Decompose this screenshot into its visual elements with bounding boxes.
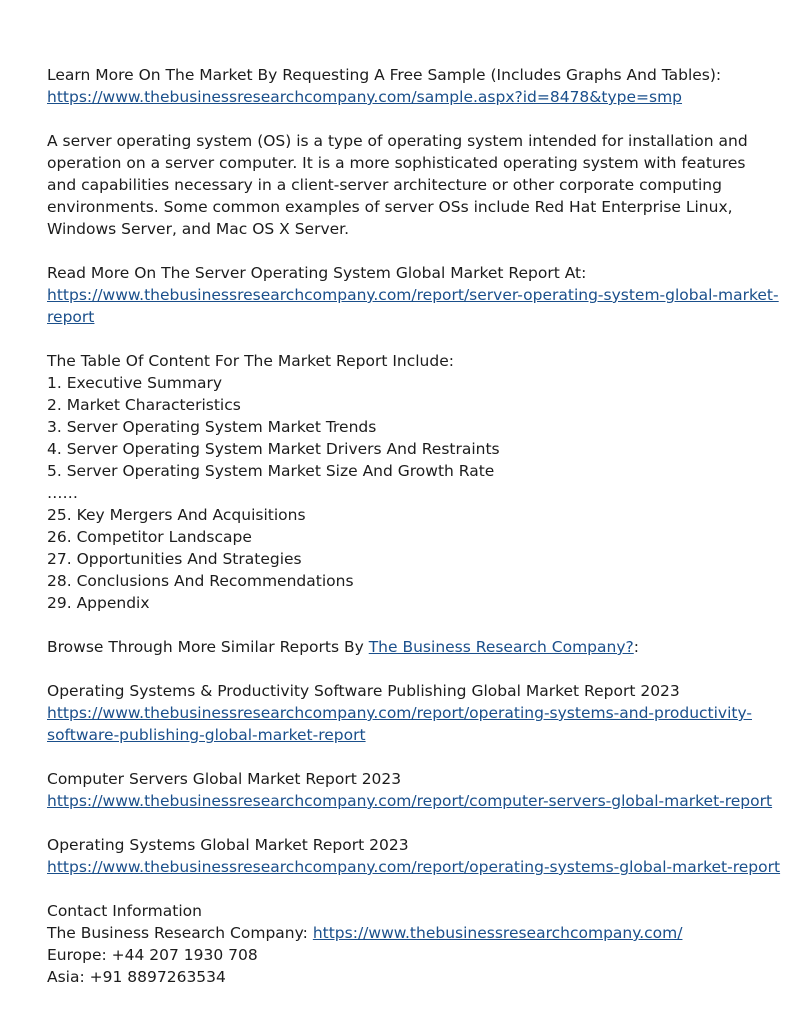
document-page <box>47 64 781 1010</box>
sample-intro: Learn More On The Market By Requesting A Free Sample (Includes Graphs And Tables): <box>47 66 722 84</box>
similar-report-link[interactable] <box>47 702 767 746</box>
browse-suffix: : <box>633 638 639 656</box>
toc-item: 29. Appendix <box>47 594 150 612</box>
similar-report-3 <box>47 834 781 878</box>
toc-item: 3. Server Operating System Market Trends <box>47 418 377 436</box>
contact-company-label: The Business Research Company: <box>47 924 313 942</box>
toc-item: 2. Market Characteristics <box>47 396 241 414</box>
sample-link[interactable]: https://www.thebusinessresearchcompany.com/sample.aspx?id=8478&type=smp <box>47 88 683 106</box>
similar-report-link[interactable]: https://www.thebusinessresearchcompany.com/report/computer-servers-global-market-report <box>47 792 773 810</box>
toc-item: 4. Server Operating System Market Drivers And Restraints <box>47 440 500 458</box>
toc-item: 28. Conclusions And Recommendations <box>47 572 354 590</box>
company-link[interactable]: The Business Research Company? <box>368 638 634 656</box>
toc-item: 27. Opportunities And Strategies <box>47 550 302 568</box>
description-paragraph: A server operating system (OS) is a type of operating system intended for installation and operation on a server computer. It is a more sophisticated operating system with features and capabilities necessary in a client-server architecture or other corporate computing environments. Some common examples of server OSs include Red Hat Enterprise Linux, Windows Server, and Mac OS X Server. <box>47 132 748 238</box>
toc-ellipsis: …… <box>47 484 78 502</box>
similar-report-2 <box>47 768 773 812</box>
contact-heading: Contact Information <box>47 902 202 920</box>
similar-report-link[interactable]: https://www.thebusinessresearchcompany.com/report/operating-systems-global-market-report <box>47 858 781 876</box>
report-link-line-1: https://www.thebusinessresearchcompany.com/report/server-operating-system-global-market- <box>47 286 779 304</box>
similar-report-title: Operating Systems & Productivity Software Publishing Global Market Report 2023 <box>47 682 680 700</box>
similar-report-link-line-2: software-publishing-global-market-report <box>47 726 366 744</box>
report-link[interactable] <box>47 284 779 328</box>
contact-company <box>47 922 767 944</box>
toc-item: 5. Server Operating System Market Size And Growth Rate <box>47 462 495 480</box>
contact-europe: Europe: +44 207 1930 708 <box>47 946 258 964</box>
similar-report-title: Computer Servers Global Market Report 2023 <box>47 770 402 788</box>
toc-item: 26. Competitor Landscape <box>47 528 252 546</box>
contact-section <box>47 900 767 988</box>
toc-list <box>47 372 767 614</box>
browse-prefix: Browse Through More Similar Reports By <box>47 638 369 656</box>
report-intro: Read More On The Server Operating System Global Market Report At: <box>47 264 587 282</box>
similar-report-1 <box>47 680 767 746</box>
similar-report-title: Operating Systems Global Market Report 2023 <box>47 836 409 854</box>
toc-section <box>47 350 767 614</box>
toc-item: 1. Executive Summary <box>47 374 223 392</box>
toc-item: 25. Key Mergers And Acquisitions <box>47 506 306 524</box>
browse-line <box>47 636 767 658</box>
contact-company-link[interactable]: https://www.thebusinessresearchcompany.com/ <box>312 924 683 942</box>
report-link-line-2: report <box>47 308 95 326</box>
report-section <box>47 262 779 328</box>
toc-heading: The Table Of Content For The Market Report Include: <box>47 352 454 370</box>
similar-report-link-line-1: https://www.thebusinessresearchcompany.com/report/operating-systems-and-productivity- <box>47 704 752 722</box>
contact-asia: Asia: +91 8897263534 <box>47 968 226 986</box>
sample-section <box>47 64 767 108</box>
